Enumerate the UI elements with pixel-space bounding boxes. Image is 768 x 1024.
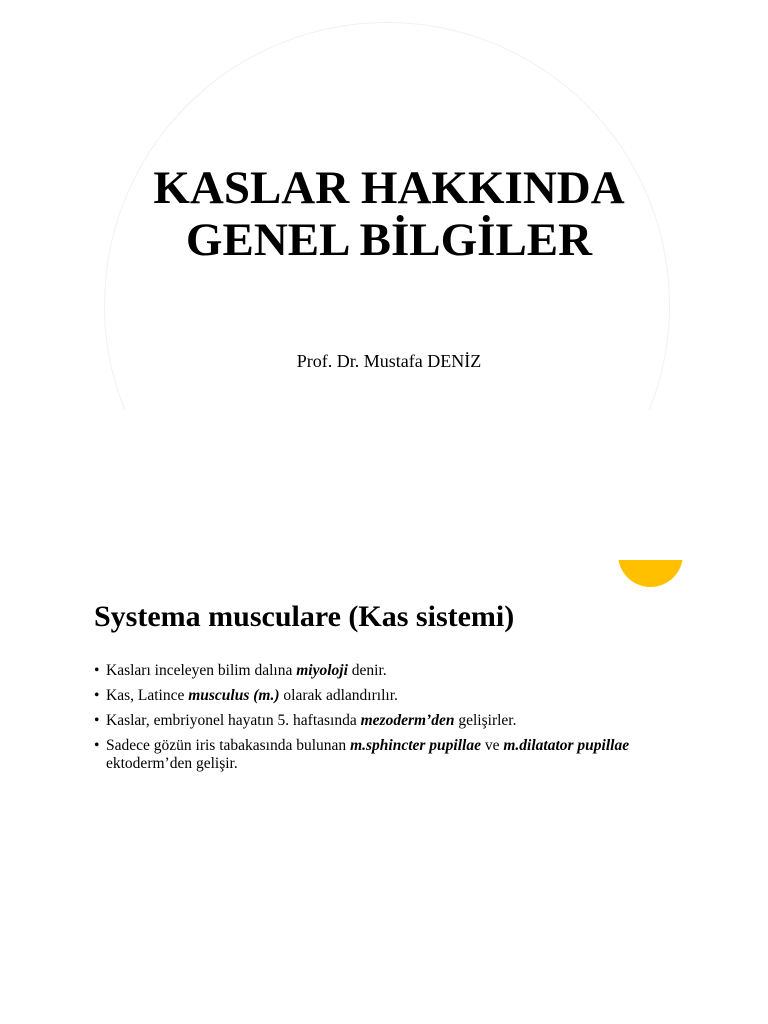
bullet-item xyxy=(94,737,654,773)
bullet-list xyxy=(94,662,654,780)
bullet-term: m.dilatator pupillae xyxy=(503,737,630,754)
bullet-item xyxy=(94,662,654,680)
title-line-1: KASLAR HAKKINDA xyxy=(153,162,625,214)
bullet-text: gelişirler. xyxy=(454,712,517,729)
bullet-term: m.sphincter pupillae xyxy=(350,737,481,754)
bullet-item xyxy=(94,712,654,730)
bullet-text: Kas, Latince xyxy=(106,687,189,704)
author-name: Prof. Dr. Mustafa DENİZ xyxy=(296,351,482,371)
bullet-term: mezoderm’den xyxy=(360,712,455,729)
content-slide xyxy=(0,540,768,1024)
bullet-text: ektoderm’den gelişir. xyxy=(106,755,238,772)
bullet-text: ve xyxy=(480,737,504,754)
bullet-text: olarak adlandırılır. xyxy=(279,687,398,704)
bullet-text: Kasları inceleyen bilim dalına xyxy=(106,662,297,679)
title-line-2: GENEL BİLGİLER xyxy=(185,214,593,266)
bullet-text: denir. xyxy=(347,662,387,679)
title-slide xyxy=(0,0,768,420)
bullet-term: musculus (m.) xyxy=(188,687,280,704)
bullet-item xyxy=(94,687,654,705)
presentation-title xyxy=(84,162,694,266)
bullet-text: Sadece gözün iris tabakasında bulunan xyxy=(106,737,351,754)
bullet-text: Kaslar, embriyonel hayatın 5. haftasında xyxy=(106,712,361,729)
slide-title: Systema musculare (Kas sistemi) xyxy=(94,600,515,633)
accent-semicircle xyxy=(618,560,683,587)
bullet-term: miyoloji xyxy=(296,662,348,679)
